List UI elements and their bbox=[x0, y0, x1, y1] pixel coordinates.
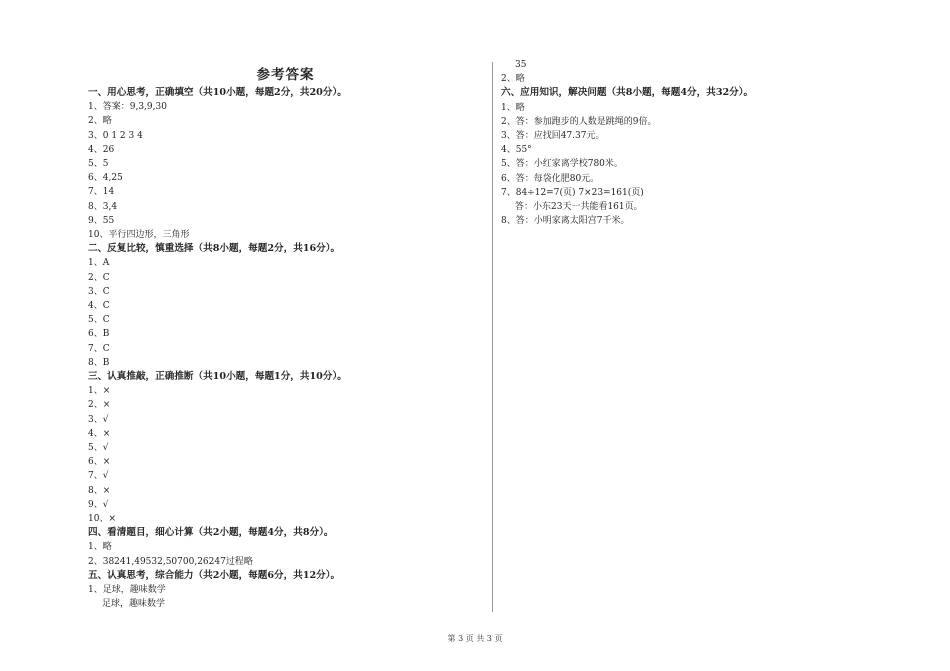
section-heading: 三、认真推敲，正确推断（共10小题，每题1分，共10分）。 bbox=[88, 371, 347, 382]
answer-line: 5、答：小红家离学校780米。 bbox=[501, 159, 623, 170]
answer-line: 3、√ bbox=[88, 414, 109, 425]
answer-line: 7、84÷12=7(页) 7×23=161(页) bbox=[501, 187, 644, 198]
answer-line: 答：小东23天一共能看161页。 bbox=[515, 202, 643, 212]
answer-line: 1、答案：9,3,9,30 bbox=[88, 102, 167, 113]
answer-line: 7、√ bbox=[88, 471, 109, 482]
answer-line: 3、C bbox=[88, 286, 110, 297]
section-heading: 四、看清题目，细心计算（共2小题，每题4分，共8分）。 bbox=[88, 527, 334, 539]
answer-line: 8、× bbox=[88, 485, 111, 496]
answer-line: 2、答：参加跑步的人数是跳绳的9倍。 bbox=[501, 116, 657, 127]
answer-line: 足球，趣味数学 bbox=[102, 599, 166, 610]
answer-line: 9、√ bbox=[88, 499, 109, 510]
section-heading: 五、认真思考，综合能力（共2小题，每题6分，共12分）。 bbox=[88, 569, 341, 581]
answer-line: 35 bbox=[515, 60, 527, 70]
answer-line: 5、5 bbox=[88, 159, 109, 169]
answer-line: 10、× bbox=[88, 514, 116, 524]
answer-line: 4、55° bbox=[501, 145, 532, 156]
page-title: 参考答案 bbox=[256, 67, 315, 83]
section-heading: 一、用心思考，正确填空（共10小题，每题2分，共20分）。 bbox=[88, 87, 347, 98]
section-heading: 二、反复比较，慎重选择（共8小题，每题2分，共16分）。 bbox=[88, 243, 341, 255]
column-divider bbox=[492, 62, 493, 612]
answer-line: 4、× bbox=[88, 428, 111, 439]
answer-line: 5、√ bbox=[88, 443, 109, 453]
answer-line: 6、答：每袋化肥80元。 bbox=[501, 173, 600, 184]
answer-line: 1、足球，趣味数学 bbox=[88, 585, 166, 595]
answer-line: 1、略 bbox=[501, 102, 525, 113]
answer-line: 2、略 bbox=[88, 116, 112, 127]
answer-line: 3、0 1 2 3 4 bbox=[88, 130, 143, 141]
answer-line: 4、26 bbox=[88, 144, 115, 155]
answer-line: 6、4,25 bbox=[88, 173, 123, 184]
answer-line: 9、55 bbox=[88, 215, 115, 226]
answer-line: 2、略 bbox=[501, 74, 525, 85]
page-footer: 第 3 页 共 3 页 bbox=[447, 634, 503, 643]
answer-line: 1、略 bbox=[88, 542, 112, 553]
answer-line: 7、14 bbox=[88, 187, 115, 198]
answer-line: 1、× bbox=[88, 386, 111, 397]
answer-line: 8、B bbox=[88, 357, 110, 368]
answer-line: 6、× bbox=[88, 457, 111, 468]
answer-line: 2、× bbox=[88, 400, 111, 411]
answer-line: 7、C bbox=[88, 343, 110, 354]
answer-line: 5、C bbox=[88, 315, 110, 326]
answer-line: 2、38241,49532,50700,26247过程略 bbox=[88, 556, 253, 567]
answer-line: 10、平行四边形，三角形 bbox=[88, 230, 190, 240]
answer-line: 8、3,4 bbox=[88, 201, 118, 212]
answer-line: 3、答：应找回47.37元。 bbox=[501, 131, 605, 141]
answer-line: 2、C bbox=[88, 272, 110, 283]
answer-line: 1、A bbox=[88, 258, 110, 269]
answer-line: 8、答：小明家离太阳宫7千米。 bbox=[501, 216, 630, 227]
answer-line: 6、B bbox=[88, 329, 110, 340]
answer-line: 4、C bbox=[88, 301, 110, 311]
section-heading: 六、应用知识，解决问题（共8小题，每题4分，共32分）。 bbox=[501, 87, 754, 99]
